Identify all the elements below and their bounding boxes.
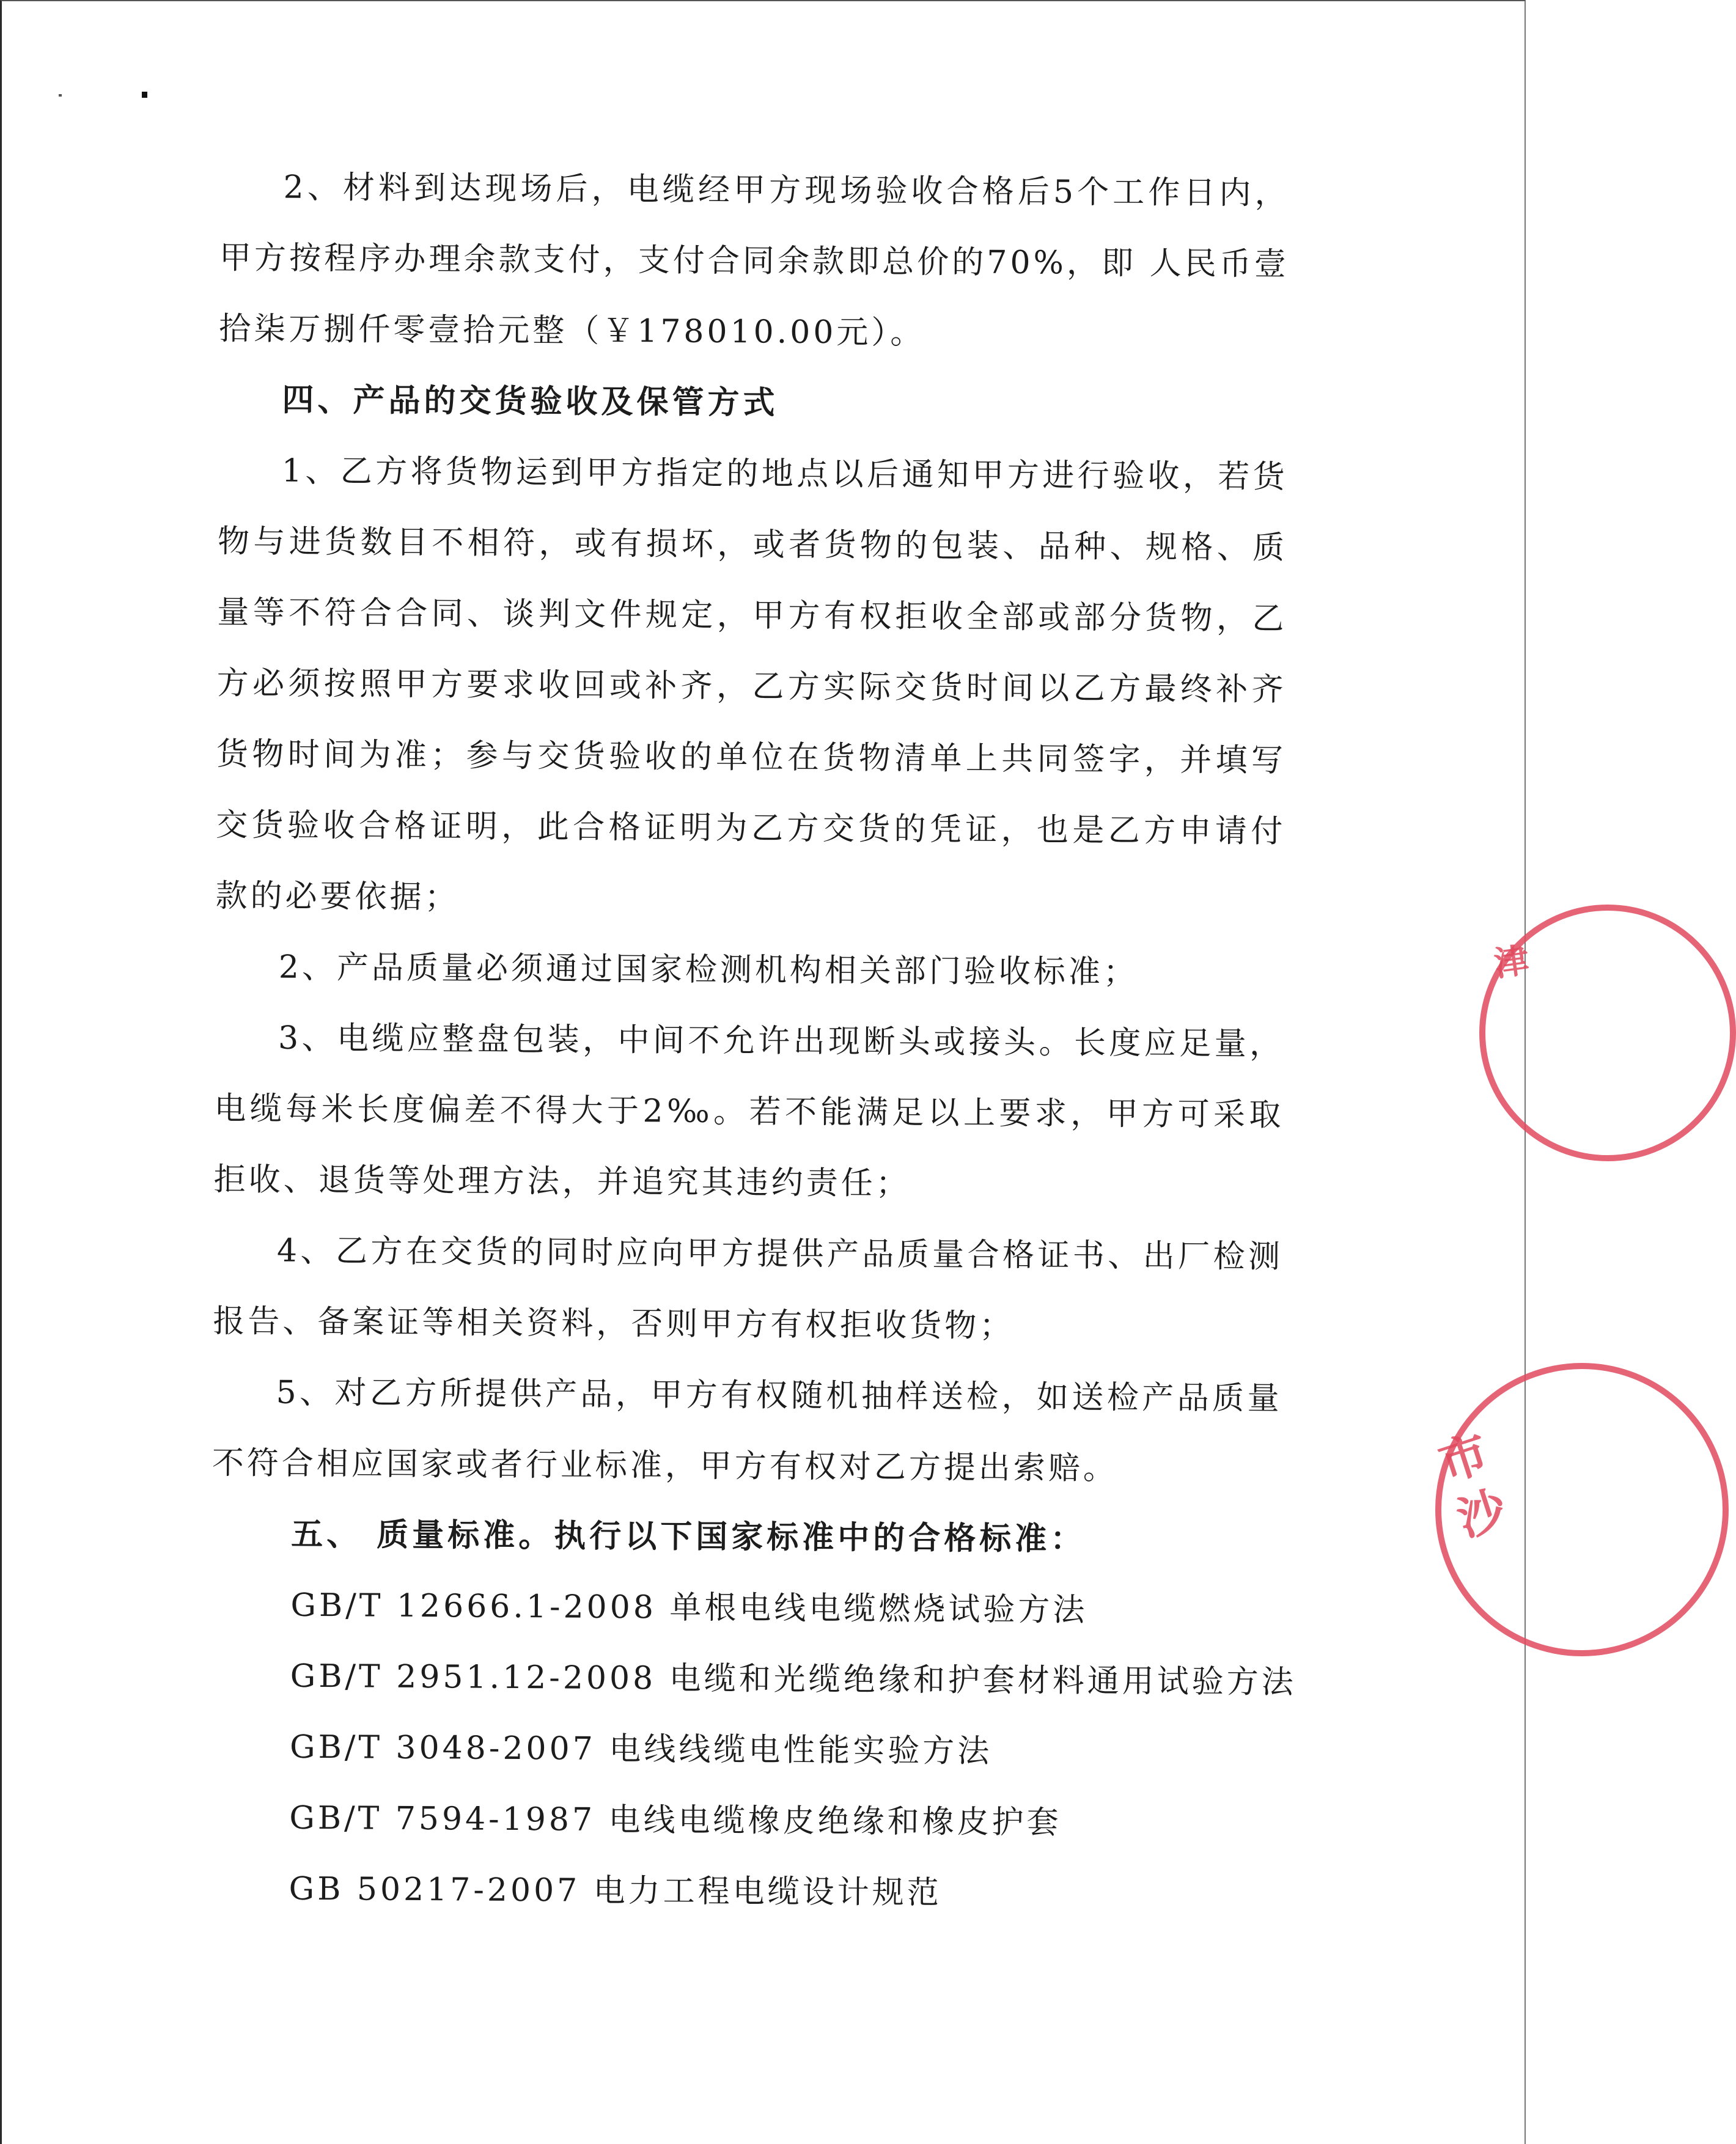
scan-artifacts (59, 90, 156, 103)
section-4-item-5: 5、对乙方所提供产品，甲方有权随机抽样送检，如送检产品质量不符合相应国家或者行业标准，甲方有权对乙方提出索赔。 (211, 1374, 1282, 1488)
section-4-heading: 四、产品的交货验收及保管方式 (282, 381, 779, 422)
standard-item: GB/T 2951.12-2008 电缆和光缆绝缘和护套材料通用试验方法 (290, 1658, 1296, 1701)
scan-speck (142, 92, 147, 98)
payment-clause-2: 2、材料到达现场后，电缆经甲方现场验收合格后5个工作日内，甲方按程序办理余款支付，支付合同余款即总价的70%，即 人民币壹拾柒万捌仟零壹拾元整（￥178010.00元）。 (219, 169, 1290, 352)
standard-item: GB/T 7594-1987 电线电缆橡皮绝缘和橡皮护套 (289, 1799, 1062, 1841)
standard-item: GB/T 3048-2007 电线线缆电性能实验方法 (289, 1728, 993, 1770)
standard-item: GB/T 12666.1-2008 单根电线电缆燃烧试验方法 (290, 1587, 1088, 1629)
contract-page-body (209, 152, 1296, 1931)
section-5-heading: 五、 质量标准。执行以下国家标准中的合格标准： (290, 1516, 1086, 1558)
standard-item: GB 50217-2007 电力工程电缆设计规范 (289, 1870, 942, 1912)
section-4-item-3: 3、电缆应整盘包装，中间不允许出现断头或接头。长度应足量，电缆每米长度偏差不得大于2‰。若不能满足以上要求，甲方可采取拒收、退货等处理方法，并追究其违约责任； (213, 1019, 1285, 1202)
section-4-item-1: 1、乙方将货物运到甲方指定的地点以后通知甲方进行验收，若货物与进货数目不相符，或有损坏，或者货物的包装、品种、规格、质量等不符合合同、谈判文件规定，甲方有权拒收全部或部分货物，乙方必须按照甲方要求收回或补齐，乙方实际交货时间以乙方最终补齐货物时间为准；参与交货验收的单位在货物清单上共同签字，并填写交货验收合格证明，此合格证明为乙方交货的凭证，也是乙方申请付款的必要依据； (215, 452, 1288, 916)
section-4-item-2: 2、产品质量必须通过国家检测机构相关部门验收标准； (278, 949, 1139, 991)
scan-speck (59, 94, 62, 97)
seal-lower-text: 市沙 (1433, 1425, 1513, 1548)
seal-upper-text: 津 (1491, 940, 1532, 985)
section-4-item-4: 4、乙方在交货的同时应向甲方提供产品质量合格证书、出厂检测报告、备案证等相关资料，否则甲方有权拒收货物； (213, 1232, 1284, 1345)
